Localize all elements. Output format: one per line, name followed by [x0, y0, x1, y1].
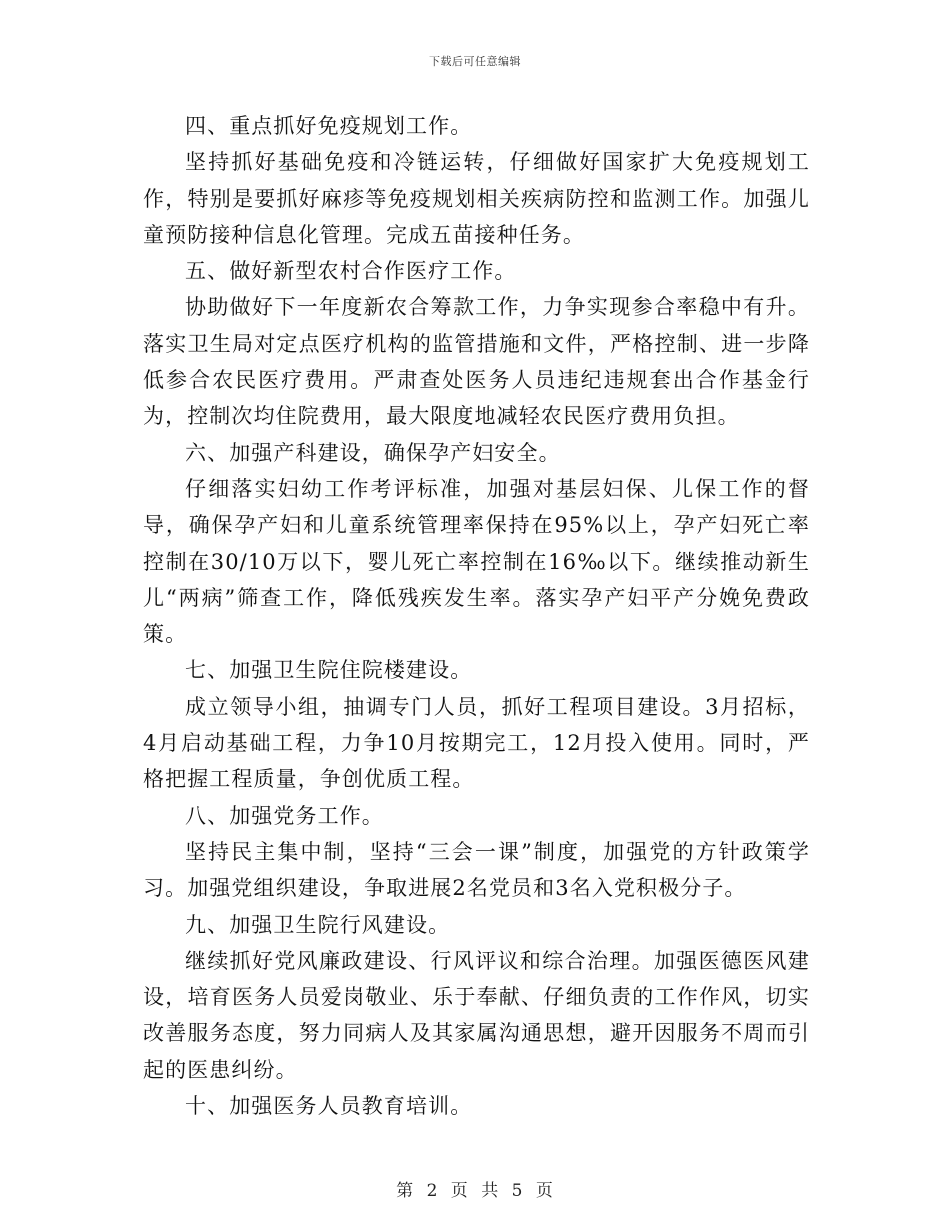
paragraph-party-affairs: 坚持民主集中制，坚持“三会一课”制度，加强党的方针政策学习。加强党组织建设，争取进展2名党员和3名入党积极分子。	[143, 839, 810, 901]
paragraph-conduct: 继续抓好党风廉政建设、行风评议和综合治理。加强医德医风建设，培育医务人员爱岗敬业、乐于奉献、仔细负责的工作作风，切实改善服务态度，努力同病人及其家属沟通思想，避开因服务不周而引起的医患纠纷。	[143, 948, 810, 1082]
heading-inpatient-building: 七、加强卫生院住院楼建设。	[185, 658, 473, 683]
heading-obstetrics: 六、加强产科建设，确保孕产妇安全。	[185, 440, 561, 465]
header-note: 下载后可任意编辑	[429, 55, 521, 68]
footer-gong: 共	[481, 1181, 500, 1201]
document-body	[143, 108, 810, 1124]
heading-conduct: 九、加强卫生院行风建设。	[185, 912, 451, 937]
heading-party-affairs: 八、加强党务工作。	[185, 803, 384, 828]
footer-page-number: 2	[426, 1181, 439, 1201]
paragraph-rural-cooperative-medical: 协助做好下一年度新农合筹款工作，力争实现参合率稳中有升。落实卫生局对定点医疗机构的监管措施和文件，严格控制、进一步降低参合农民医疗费用。严肃查处医务人员违纪违规套出合作基金行为，控制次均住院费用，最大限度地减轻农民医疗费用负担。	[143, 295, 810, 429]
paragraph-obstetrics: 仔细落实妇幼工作考评标准，加强对基层妇保、儿保工作的督导，确保孕产妇和儿童系统管理率保持在95%以上，孕产妇死亡率控制在30/10万以下，婴儿死亡率控制在16‰以下。继续推动新生儿“两病”筛查工作，降低残疾发生率。落实孕产妇平产分娩免费政策。	[143, 476, 810, 647]
heading-training: 十、加强医务人员教育培训。	[185, 1094, 473, 1119]
page-footer	[0, 1176, 950, 1201]
footer-ye2: 页	[535, 1181, 554, 1201]
heading-rural-cooperative-medical: 五、做好新型农村合作医疗工作。	[185, 259, 517, 284]
footer-ye: 页	[450, 1181, 469, 1201]
heading-immunization: 四、重点抓好免疫规划工作。	[185, 114, 473, 138]
paragraph-immunization: 坚持抓好基础免疫和冷链运转，仔细做好国家扩大免疫规划工作，特别是要抓好麻疹等免疫规划相关疾病防控和监测工作。加强儿童预防接种信息化管理。完成五苗接种任务。	[143, 150, 810, 247]
footer-di: 第	[396, 1181, 415, 1201]
paragraph-inpatient-building: 成立领导小组，抽调专门人员，抓好工程项目建设。3月招标，4月启动基础工程，力争10月按期完工，12月投入使用。同时，严格把握工程质量，争创优质工程。	[143, 694, 810, 792]
footer-total-pages: 5	[511, 1181, 524, 1201]
